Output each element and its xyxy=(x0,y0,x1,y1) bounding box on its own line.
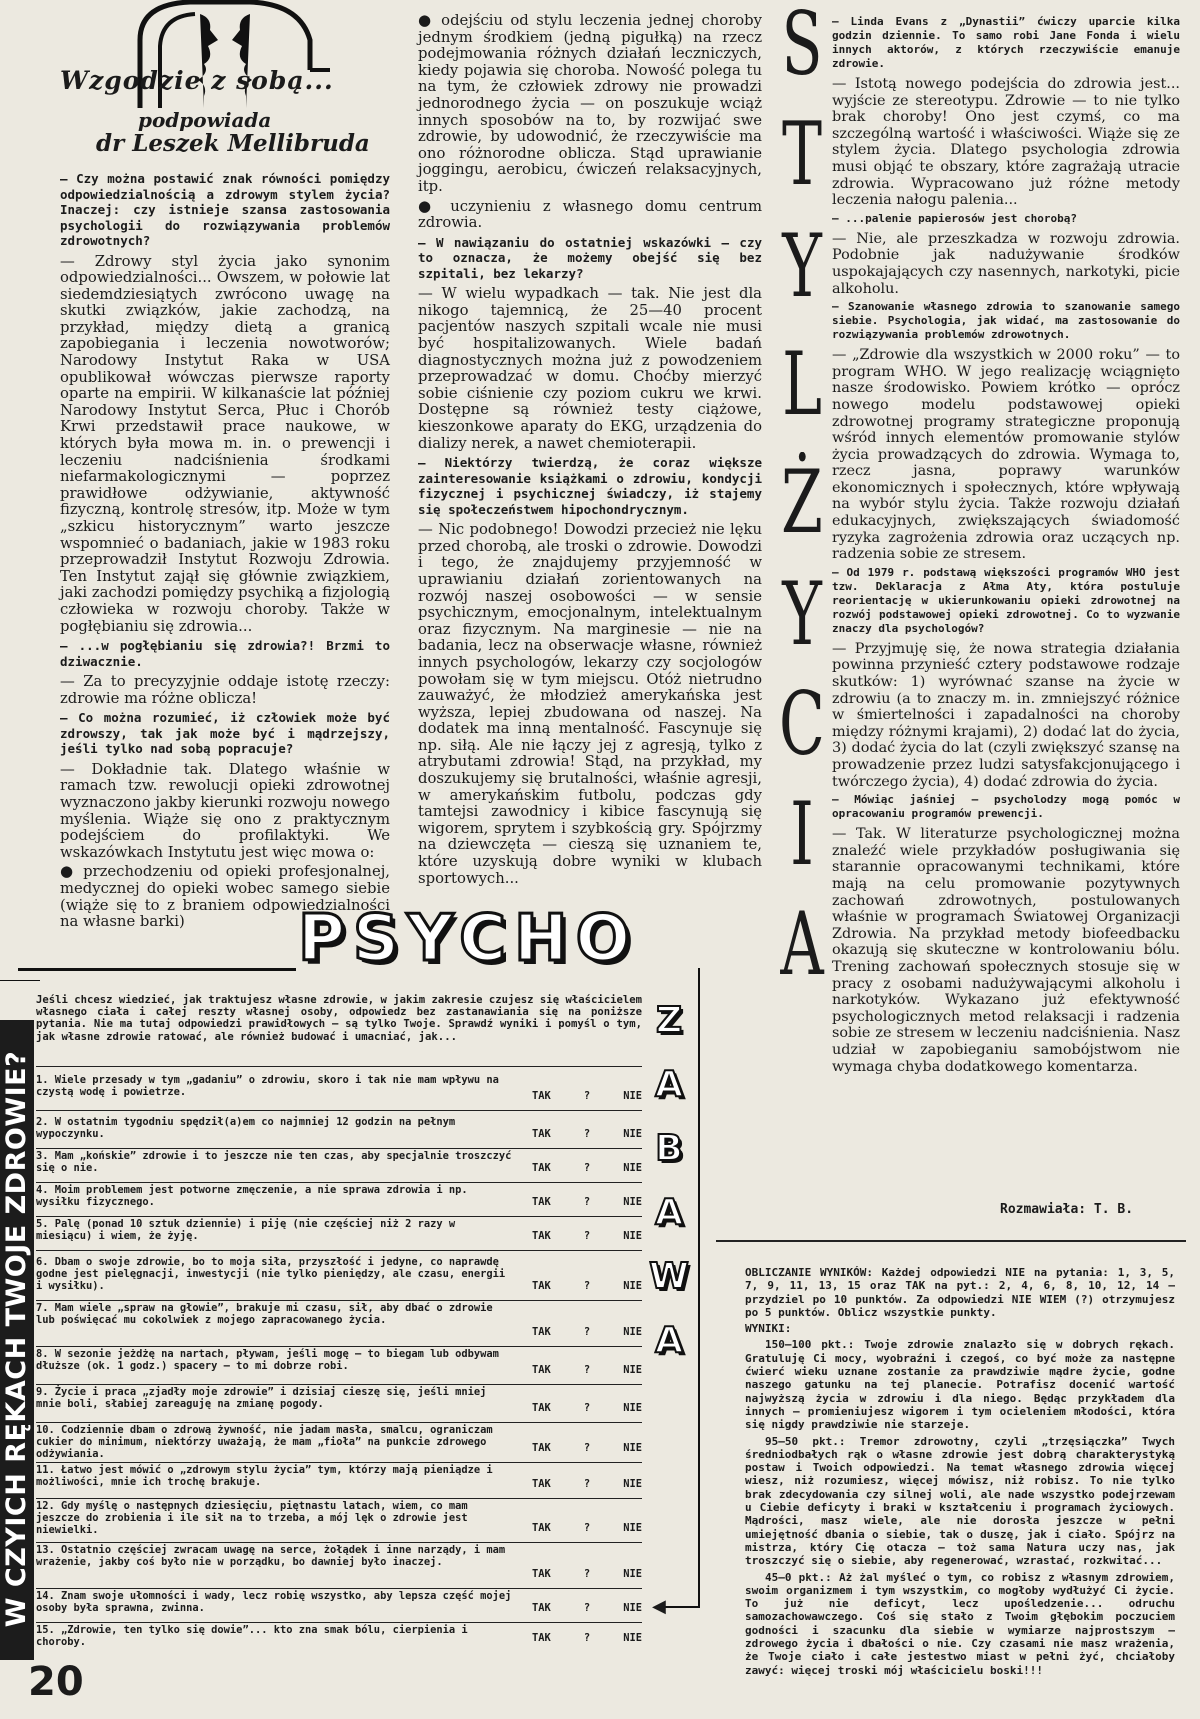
bullet-icon: ● xyxy=(418,196,451,215)
result-range xyxy=(745,1338,1175,1431)
bullet-icon: ● xyxy=(418,11,442,29)
quiz-question-text: 11. Łatwo jest mówić o „zdrowym stylu życia” tym, którzy mają pieniądze i możliwości, mnie ich trochę brakuje. xyxy=(36,1464,493,1488)
profile-heads-illustration xyxy=(100,0,360,118)
quiz-row-divider xyxy=(36,1110,642,1111)
paragraph-text: — Od 1979 r. podstawą większości programów WHO jest tzw. Deklaracja z Ałma Aty, która postuluje reorientację w ukierunkowaniu opieki zdrowotnej na rozwój podstawowej opieki zdrowotnej. Co to wyzwanie znaczy dla psychologów? xyxy=(832,565,1180,635)
paragraph-text: — Niektórzy twierdzą, że coraz większe zainteresowanie książkami o zdrowiu, kondycji fizycznej i psychicznej świadczy, iż stajemy się społeczeństwem hipochondrycznym. xyxy=(418,455,762,517)
paragraph-text: — Dokładnie tak. Dlatego właśnie w ramach tzw. rewolucji opieki zdrowotnej wyznaczono jakby kierunki rozwoju nowego myślenia. Wiąże się ono z praktycznym podejściem do profilaktyki. We wskazówkach Instytutu jest więc mowa o: xyxy=(60,760,390,861)
answer-maybe-option[interactable]: ? xyxy=(583,1128,591,1140)
article-column-1 xyxy=(60,168,390,933)
interviewer-question xyxy=(832,793,1180,821)
article-column-3 xyxy=(832,12,1180,1077)
answer-paragraph xyxy=(418,522,762,887)
author-name: dr Leszek Mellibruda xyxy=(96,130,370,157)
quiz-question-row xyxy=(36,1464,642,1498)
answer-paragraph xyxy=(832,641,1180,790)
answer-nie-option[interactable]: NIE xyxy=(623,1090,642,1102)
answer-nie-option[interactable]: NIE xyxy=(623,1280,642,1292)
answer-nie-option[interactable]: NIE xyxy=(623,1402,642,1414)
answer-nie-option[interactable]: NIE xyxy=(623,1196,642,1208)
quiz-question-text: 13. Ostatnio częściej zwracam uwagę na serce, żołądek i inne narządy, i mam wrażenie, jakby coś było nie w porządku, bo dawniej było inaczej. xyxy=(36,1544,506,1568)
answer-paragraph xyxy=(60,762,390,862)
answer-nie-option[interactable]: NIE xyxy=(623,1230,642,1242)
result-range-label: 45—0 pkt.: xyxy=(765,1570,832,1584)
paragraph-text: — Przyjmuję się, że nowa strategia działania powinna przynieść cztery podstawowe rodzaje skutków: 1) wyrównać szanse na życie w zdrowiu (a to znaczy m. in. zmniejszyć różnice w śmiertelności i zapadalności na choroby między różnymi krajami), 2) dodać lat do życia, 3) dodać życia do lat (czyli zwiększyć szansę na prowadzenie przez ludzi satysfakcjonującego i twórczego życia), 4) dodać zdrowia do życia. xyxy=(832,640,1180,790)
quiz-subtitle-letter: A xyxy=(655,1192,683,1233)
vertical-title-letter: Ż xyxy=(781,452,823,554)
paragraph-text: uczynieniu z własnego domu centrum zdrowia. xyxy=(418,197,762,232)
interviewer-question xyxy=(832,212,1180,226)
vertical-title-letter: T xyxy=(781,104,823,206)
result-range-text: Aż żal myśleć o tym, co robisz z własnym zdrowiem, swoim organizmem i tym wszystkim, co mogłoby wydłużyć Ci życie. To już nie deficyt, lecz upośledzenie... odruchu samozachowawczego. Coś się stało z Twoim głębokim poczuciem godności i szacunku dla siebie w wymiarze najprostszym — zdrowego życia i dbałości o nie. Czy czasami nie masz wrażenia, że Twoje ciało i całe jestestwo miast w pełni żyć, chciałoby zawyć: więcej troski mój właścicielu boski!!! xyxy=(745,1570,1175,1677)
quiz-question-row xyxy=(36,1348,642,1384)
quiz-question-row xyxy=(36,1218,642,1250)
answer-tak-option[interactable]: TAK xyxy=(532,1632,551,1644)
page-number: 20 xyxy=(28,1659,84,1705)
results-intro-text: Każdej odpowiedzi NIE na pytania: 1, 3, 5, 7, 9, 11, 13, 15 oraz TAK na pyt.: 2, 4, 6, 8, 10, 12, 14 — przydziel po 10 punktów. Za odpowiedzi NIE WIEM (?) otrzymujesz po 5 punktów. Oblicz wszystkie punkty. xyxy=(745,1266,1175,1319)
quiz-row-divider xyxy=(36,1498,642,1499)
article-author xyxy=(96,130,370,157)
answer-paragraph xyxy=(832,76,1180,209)
result-range xyxy=(745,1571,1175,1677)
answer-tak-option[interactable]: TAK xyxy=(532,1568,551,1580)
answer-nie-option[interactable]: NIE xyxy=(623,1364,642,1376)
quiz-question-text: 12. Gdy myślę o następnych dziesięciu, piętnastu latach, wiem, co mam jeszcze do zrobienia i ile sił na to trzeba, a mój lęk o zdrowie jest niewielki. xyxy=(36,1500,468,1536)
answer-paragraph xyxy=(60,254,390,636)
interviewer-question xyxy=(418,235,762,282)
paragraph-text: — Tak. W literaturze psychologicznej można znaleźć wiele przykładów posługiwania się starannie opracowanymi technikami, które mają na celu promowanie pozytywnych zachowań zdrowotnych, postulowanych właśnie w programach Światowej Organizacji Zdrowia. Na przykład metody biofeedbacku okazują się skuteczne w kontrolowaniu bólu. Trening zachowań społecznych stosuje się w pracy z osobami nadużywającymi alkoholu i narkotyków. Wykazano już efektywność psychologicznych metod relaksacji i radzenia sobie ze stresem w leczeniu nadciśnienia. Nasz udział w zapobieganiu samobójstwom nie wymaga chyba dodatkowego komentarza. xyxy=(832,826,1180,1075)
interviewer-question xyxy=(60,171,390,249)
answer-nie-option[interactable]: NIE xyxy=(623,1128,642,1140)
answer-nie-option[interactable]: NIE xyxy=(623,1478,642,1490)
paragraph-text: odejściu od stylu leczenia jednej choroby jednym środkiem (jedną pigułką) na rzecz podejmowania różnych działań leczniczych, kiedy pojawia się choroba. Nowość polega tu na tym, że człowiek zdrowy nie prowadzi jednorodnego życia — on poszukuje wciąż innych sposobów na to, by rozwijać swe zdrowie, by udowodnić, że rzeczywiście ma ono różnorodne oblicza. Stąd uprawianie joggingu, aerobicu, ćwiczeń relaksacyjnych, itp. xyxy=(418,12,763,195)
answer-tak-option[interactable]: TAK xyxy=(532,1602,551,1614)
answer-nie-option[interactable]: NIE xyxy=(623,1568,642,1580)
quiz-frame-right xyxy=(698,968,700,1608)
quiz-frame-top-left xyxy=(18,968,296,971)
answer-nie-option[interactable]: NIE xyxy=(623,1602,642,1614)
answer-maybe-option[interactable]: ? xyxy=(583,1090,591,1102)
answer-tak-option[interactable]: TAK xyxy=(532,1128,551,1140)
answer-maybe-option[interactable]: ? xyxy=(583,1402,591,1414)
interviewer-question xyxy=(832,566,1180,636)
quiz-question-row xyxy=(36,1624,642,1650)
answer-tak-option[interactable]: TAK xyxy=(532,1326,551,1338)
quiz-question-text: 1. Wiele przesady w tym „gadaniu” o zdrowiu, skoro i tak nie mam wpływu na czystą wodę i powietrze. xyxy=(36,1074,499,1098)
bullet-paragraph xyxy=(418,198,762,232)
paragraph-text: przechodzeniu od opieki profesjonalnej, medycznej do opieki wobec samego siebie (wiąże się to z braniem odpowiedzialności na własne barki) xyxy=(60,863,391,931)
answer-nie-option[interactable]: NIE xyxy=(623,1326,642,1338)
quiz-row-divider xyxy=(36,1216,642,1217)
sidebar-banner xyxy=(0,1020,34,1660)
quiz-question-row xyxy=(36,1544,642,1588)
quiz-question-text: 9. Życie i praca „zjadły moje zdrowie” i dzisiaj cieszę się, jeśli mniej mnie boli, słabiej zareaguję na zmianę pogody. xyxy=(36,1386,487,1410)
paragraph-text: — Istotą nowego podejścia do zdrowia jest... wyjście ze stereotypu. Zdrowie — to nie tylko brak choroby! Ono jest czymś, co ma szczególną wartość i właściwości. Wiąże się ze stylem życia. Dlatego psychologia zdrowia musi objąć te obszary, które zagrażają utracie zdrowia. Wypracowano już różne metody leczenia nałogu palenia... xyxy=(832,76,1180,209)
quiz-question-text: 15. „Zdrowie, ten tylko się dowie”... kto zna smak bólu, cierpienia i choroby. xyxy=(36,1624,468,1648)
results-divider xyxy=(716,1240,1186,1242)
quiz-row-divider xyxy=(36,1542,642,1543)
quiz-question-text: 6. Dbam o swoje zdrowie, bo to moja siła, przyszłość i jedyne, co naprawdę godne jest pielęgnacji, inwestycji (nie tylko pieniędzy, ale czasu, energii i wysiłku). xyxy=(36,1256,506,1292)
quiz-row-divider xyxy=(36,1182,642,1183)
paragraph-text: — Za to precyzyjnie oddaje istotę rzeczy: zdrowie ma różne oblicza! xyxy=(60,673,390,707)
article-title-line1: Wzgodzie z sobą... xyxy=(60,66,334,95)
answer-tak-option[interactable]: TAK xyxy=(532,1230,551,1242)
quiz-row-divider xyxy=(36,1588,642,1589)
quiz-row-divider xyxy=(36,1346,642,1347)
article-column-2 xyxy=(418,12,762,889)
interviewer-credit: Rozmawiała: T. B. xyxy=(1000,1202,1134,1217)
quiz-row-divider xyxy=(36,1148,642,1149)
answer-maybe-option[interactable]: ? xyxy=(583,1568,591,1580)
quiz-question-row xyxy=(36,1074,642,1110)
vertical-title-letter: Y xyxy=(782,216,822,318)
answer-paragraph xyxy=(832,347,1180,563)
vertical-title-letter: L xyxy=(782,334,822,436)
answer-paragraph xyxy=(60,674,390,707)
paragraph-text: — W nawiązaniu do ostatniej wskazówki — czy to oznacza, że możemy obejść się bez szpitali, bez lekarzy? xyxy=(418,234,762,281)
answer-maybe-option[interactable]: ? xyxy=(583,1442,591,1454)
answer-maybe-option[interactable]: ? xyxy=(583,1280,591,1292)
quiz-question-text: 14. Znam swoje ułomności i wady, lecz robię wszystko, aby lepsza część mojej osoby była sprawna, zwinna. xyxy=(36,1590,512,1614)
paragraph-text: — Czy można postawić znak równości pomiędzy odpowiedzialnością a zdrowym stylem życia? Inaczej: czy istnieje szansa zastosowania psychologii do rozwiązywania problemów zdrowotnych? xyxy=(60,171,390,248)
quiz-question-row xyxy=(36,1150,642,1182)
answer-maybe-option[interactable]: ? xyxy=(583,1478,591,1490)
answer-tak-option[interactable]: TAK xyxy=(532,1522,551,1534)
answer-maybe-option[interactable]: ? xyxy=(583,1162,591,1174)
quiz-frame-bottom xyxy=(660,1606,700,1608)
interviewer-question xyxy=(832,300,1180,342)
vertical-title-letter: I xyxy=(790,784,814,886)
answer-tak-option[interactable]: TAK xyxy=(532,1364,551,1376)
quiz-results xyxy=(745,1266,1175,1680)
paragraph-text: — Nic podobnego! Dowodzi przecież nie lęku przed chorobą, ale troski o zdrowie. Dowodzi i tego, że znajdujemy przyjemność w uprawianiu działań zorientowanych na rozwój naszej osobowości — w sensie psychicznym, emocjonalnym, intelektualnym oraz fizycznym. Na marginesie — nie na badania, lecz na obserwacje własne, również innych psychologów, lekarzy czy socjologów powołam się w tym miejscu. Otóż nietrudno zauważyć, że młodzież amerykańska jest wyższa, lepiej zbudowana od naszej. Na dodatek ma inną mentalność. Fascynuje się np. siłą. Ale nie łączy jej z agresją, tylko z atrybutami zdrowia! Stąd, na przykład, my doszukujemy się brutalności, właśnie agresji, w amerykańskim futbolu, podczas gdy tamtejsi zawodnicy i kibice fascynują się wigorem, sprytem i szybkością gry. Spójrzmy na dziewczęta — cieszą się uznaniem te, które uzyskują dobre wyniki w klubach sportowych... xyxy=(418,521,762,887)
quiz-question-text: 3. Mam „końskie” zdrowie i to jeszcze nie ten czas, aby specjalnie troszczyć się o nie. xyxy=(36,1150,512,1174)
quiz-question-row xyxy=(36,1386,642,1422)
paragraph-text: — Zdrowy styl życia jako synonim odpowiedzialności... Owszem, w połowie lat siedemdziesiątych zwrócono uwagę na skutki związków, jakie zachodzą, na przykład, między dietą a granicą zapobiegania i leczenia nowotworów; Narodowy Instytut Raka w USA opublikował wówczas pierwsze raporty oparte na empirii. W kilkanaście lat później Narodowy Instytut Serca, Płuc i Chorób Krwi przedstawił prace naukowe, w których była mowa m. in. o prewencji i leczeniu nadciśnienia środkami niefarmakologicznymi — poprzez prawidłowe odżywianie, aktywność fizyczną, kontrolę stresów, itp. Może w tym „szkicu historycznym” warto jeszcze wspomnieć o badaniach, jakie w 1983 roku przeprowadził Instytut Rozwoju Zdrowia. Ten Instytut zajął się głównie związkiem, jaki zachodzi pomiędzy psychiką a fizjologią człowieka w rozwoju choroby. Także w pogłębianiu się zdrowia... xyxy=(60,252,390,635)
answer-tak-option[interactable]: TAK xyxy=(532,1478,551,1490)
result-range-label: 150—100 pkt.: xyxy=(765,1338,855,1352)
quiz-question-text: 5. Palę (ponad 10 sztuk dziennie) i piję (nie częściej niż 2 razy w miesiącu) i wiem, że żyję. xyxy=(36,1218,456,1242)
interviewer-question xyxy=(418,455,762,517)
quiz-subtitle-letter: A xyxy=(655,1320,683,1361)
results-heading: WYNIKI: xyxy=(745,1322,792,1336)
quiz-question-row xyxy=(36,1302,642,1346)
quiz-question-text: 7. Mam wiele „spraw na głowie”, brakuje mi czasu, sił, aby dbać o zdrowie lub poświęcać mu cokolwiek z mojego zapracowanego życia. xyxy=(36,1302,493,1326)
vertical-title xyxy=(772,0,832,1000)
bullet-icon: ● xyxy=(60,862,84,881)
answer-maybe-option[interactable]: ? xyxy=(583,1326,591,1338)
quiz-row-divider xyxy=(36,1066,642,1067)
answer-paragraph xyxy=(832,231,1180,297)
answer-tak-option[interactable]: TAK xyxy=(532,1196,551,1208)
quiz-question-row xyxy=(36,1500,642,1542)
quiz-question-row xyxy=(36,1116,642,1148)
results-intro xyxy=(745,1266,1175,1319)
vertical-title-letter: A xyxy=(780,894,824,996)
quiz-subtitle xyxy=(644,1000,694,1380)
sidebar-text: W CZYICH RĘKACH TWOJE ZDROWIE? xyxy=(1,1050,32,1628)
answer-maybe-option[interactable]: ? xyxy=(583,1602,591,1614)
quiz-intro: Jeśli chcesz wiedzieć, jak traktujesz własne zdrowie, w jakim zakresie czujesz się właścicielem własnego ciała i całej reszty własnej osoby, odpowiedz bez zastanawiania się na poniższe pytania. Nie ma tutaj odpowiedzi prawidłowych — są tylko Twoje. Sprawdź wyniki i pomyśl o tym, jak własne zdrowie ratować, ale również budować i umacniać, jak... xyxy=(36,994,642,1043)
quiz-question-row xyxy=(36,1590,642,1622)
quiz-subtitle-letter: Z xyxy=(655,1000,683,1041)
answer-nie-option[interactable]: NIE xyxy=(623,1442,642,1454)
quiz-question-text: 8. W sezonie jeżdżę na nartach, pływam, jeśli mogę — to biegam lub odbywam dłuższe (ok. 1 godz.) spacery — to mi dobrze robi. xyxy=(36,1348,499,1372)
quiz-subtitle-letter: W xyxy=(649,1256,689,1297)
vertical-title-letter: C xyxy=(779,674,825,776)
answer-tak-option[interactable]: TAK xyxy=(532,1402,551,1414)
result-range-text: Tremor zdrowotny, czyli „trzęsiączka” Twych średniodbałych rąk o własne zdrowie jest dobrą charakterystyką postaw i Twoich odpowiedzi. Na temat własnego zdrowia więcej wiesz, niż rozumiesz, więcej mówisz, niż robisz. To nie tylko brak zdecydowania czy silnej woli, ale nade wszystko podejrzewam u Ciebie deficyty i braki w kształceniu i programach życiowych. Mądrości, masz wiele, ale nie dorosła jeszcze w pełni umiejętność dbania o siebie, tak o duszę, jak i ciało. Spójrz na mistrza, który Cię otacza — toż sama Natura uczy nas, jak troszczyć się o siebie, aby regenerować, wzrastać, rozkwitać... xyxy=(745,1434,1175,1568)
arrow-left-icon: ◀ xyxy=(652,1596,666,1617)
interviewer-question xyxy=(60,710,390,757)
paragraph-text: — ...w pogłębianiu się zdrowia?! Brzmi to dziwacznie. xyxy=(60,638,390,669)
answer-maybe-option[interactable]: ? xyxy=(583,1522,591,1534)
paragraph-text: — Nie, ale przeszkadza w rozwoju zdrowia. Podobnie jak nadużywanie środków uspokajających czy nasennych, narkotyki, picie alkoholu. xyxy=(832,230,1180,297)
quiz-question-row xyxy=(36,1256,642,1300)
results-intro-label: OBLICZANIE WYNIKÓW: xyxy=(745,1266,873,1279)
quiz-question-text: 4. Moim problemem jest potworne zmęczenie, a nie sprawa zdrowia i np. wysiłku fizycznego. xyxy=(36,1184,468,1208)
result-range-text: Twoje zdrowie znalazło się w dobrych rękach. Gratuluję Ci mocy, wyobraźni i czegoś, co być może za następne ćwierć wieku uznane zostanie za prawdziwie mądre życie, godne naszego gatunku na tej planecie. Potrafisz docenić wartość najwyższą życia w zdrowiu i dla niego. Będąc przykładem dla innych — promieniujesz wigorem i tym ocieleniem młodości, która się nigdy prawdziwie nie starzeje. xyxy=(745,1338,1175,1432)
answer-tak-option[interactable]: TAK xyxy=(532,1162,551,1174)
paragraph-text: — Co można rozumieć, iż człowiek może być zdrowszy, tak jak może być i mądrzejszy, jeśli tylko nad sobą popracuje? xyxy=(60,710,390,757)
quiz-row-divider xyxy=(36,1422,642,1423)
quiz-question-row xyxy=(36,1424,642,1462)
quiz-question-row xyxy=(36,1184,642,1216)
quiz-row-divider xyxy=(36,1250,642,1251)
quiz-subtitle-letter: B xyxy=(655,1128,683,1169)
interviewer-question xyxy=(60,638,390,669)
answer-tak-option[interactable]: TAK xyxy=(532,1442,551,1454)
answer-paragraph xyxy=(418,286,762,452)
quiz-title: PSYCHO xyxy=(298,902,638,976)
interviewer-question xyxy=(832,15,1180,71)
answer-nie-option[interactable]: NIE xyxy=(623,1162,642,1174)
paragraph-text: — Szanowanie własnego zdrowia to szanowanie samego siebie. Psychologia, jak widać, ma zastosowanie do rozwiązywania problemów zdrowotnych. xyxy=(832,300,1180,342)
answer-maybe-option[interactable]: ? xyxy=(583,1364,591,1376)
paragraph-text: — W wielu wypadkach — tak. Nie jest dla nikogo tajemnicą, że 25—40 procent pacjentów naszych szpitali wcale nie musi być hospitalizowanych. Wiele badań diagnostycznych można już z powodzeniem przeprowadzać w domu. Choćby mierzyć sobie ciśnienie czy poziom cukru we krwi. Dostępne są również testy ciążowe, kieszonkowe aparaty do EKG, urządzenia do dializy nerek, a nawet chemioterapii. xyxy=(418,285,762,452)
answer-maybe-option[interactable]: ? xyxy=(583,1196,591,1208)
paragraph-text: — ...palenie papierosów jest chorobą? xyxy=(832,211,1078,225)
article-title-line2: podpowiada xyxy=(138,108,272,132)
answer-tak-option[interactable]: TAK xyxy=(532,1280,551,1292)
answer-maybe-option[interactable]: ? xyxy=(583,1230,591,1242)
result-range-label: 95—50 pkt.: xyxy=(765,1434,846,1448)
quiz-subtitle-letter: A xyxy=(655,1064,683,1105)
quiz-row-divider xyxy=(36,1622,642,1623)
answer-nie-option[interactable]: NIE xyxy=(623,1632,642,1644)
quiz-question-text: 2. W ostatnim tygodniu spędził(a)em co najmniej 12 godzin na pełnym wypoczynku. xyxy=(36,1116,456,1140)
result-range xyxy=(745,1435,1175,1568)
paragraph-text: — Linda Evans z „Dynastii” ćwiczy uparcie kilka godzin dziennie. To samo robi Jane Fonda i wielu innych aktorów, z których rzeczywiście emanuje zdrowie. xyxy=(832,15,1180,70)
quiz-row-divider xyxy=(36,1300,642,1301)
quiz-row-divider xyxy=(36,1384,642,1385)
bullet-paragraph xyxy=(418,12,762,196)
answer-nie-option[interactable]: NIE xyxy=(623,1522,642,1534)
sidebar-rule xyxy=(0,980,40,981)
paragraph-text: — Mówiąc jaśniej — psycholodzy mogą pomóc w opracowaniu programów prewencji. xyxy=(832,793,1180,821)
answer-paragraph xyxy=(832,826,1180,1075)
quiz-row-divider xyxy=(36,1462,642,1463)
vertical-title-letter: Y xyxy=(782,564,822,666)
answer-tak-option[interactable]: TAK xyxy=(532,1090,551,1102)
vertical-title-letter: S xyxy=(781,0,823,96)
paragraph-text: — „Zdrowie dla wszystkich w 2000 roku” — to program WHO. W jego realizację wciągnięto nasze środowisko. Powiem krótko — oprócz nowego modelu podstawowej opieki zdrowotnej programy strategiczne proponują wśród innych elementów promowanie stylów życia prowadzących do zdrowia. Wymaga to, rzecz jasna, poprawy warunków ekonomicznych i społecznych, które wpływają na wybór stylu życia. Także rozwoju działań edukacyjnych, zwiększających świadomość ryzyka zagrożenia zdrowia oraz uczących np. radzenia sobie ze stresem. xyxy=(832,347,1180,563)
answer-maybe-option[interactable]: ? xyxy=(583,1632,591,1644)
quiz-question-text: 10. Codziennie dbam o zdrową żywność, nie jadam masła, smalcu, ograniczam cukier do minimum, niektórzy uważają, że mam „fioła” na punkcie zdrowego odżywiania. xyxy=(36,1424,493,1460)
